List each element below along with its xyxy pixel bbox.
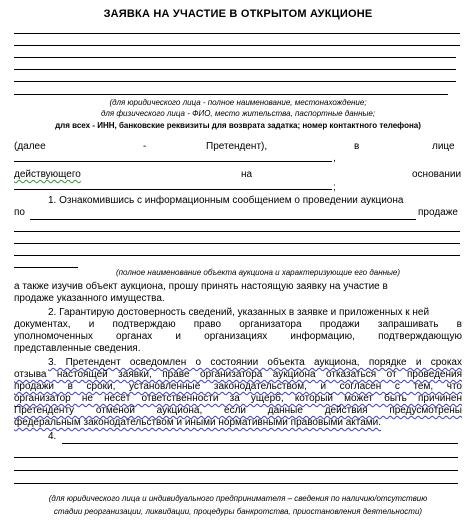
paragraph-2-line4: представленные сведения.	[14, 343, 141, 354]
blank-line-applicant-5	[14, 81, 456, 82]
object-note: (полное наименование объекта аукциона и характеризующие его данные)	[115, 268, 400, 277]
paragraph-3-line1: 3. Претендент осведомлен о состоянии объекта аукциона, порядке и сроках	[48, 357, 462, 368]
paragraph-1-line1: 1. Ознакомившись с информационным сообщением о проведении аукциона	[48, 195, 404, 206]
text-semicolon: ;	[333, 182, 336, 193]
blank-line-sale-2	[14, 231, 460, 232]
applicant-note-line2: для физического лица - ФИО, место жительства, паспортные данные;	[100, 109, 376, 118]
paragraph-3-line3: продажи в сроки, установленные законодательством, и согласен с тем, что	[14, 381, 462, 392]
text-na: на	[241, 169, 253, 180]
text-prodazhe: продаже	[418, 207, 458, 218]
blank-line-p4-4	[14, 483, 458, 484]
paragraph-1-cont-line1: а также изучив объект аукциона, прошу принять настоящую заявку на участие в	[14, 281, 388, 292]
blank-line-p4-3	[14, 470, 458, 471]
applicant-note-line1: (для юридического лица - полное наименование, местонахождение;	[109, 98, 367, 107]
text-dalee: (далее	[14, 141, 46, 152]
blank-line-applicant-1	[14, 33, 460, 34]
text-deistvuyushchego: действующего	[14, 169, 81, 180]
blank-line-p4-1	[62, 443, 458, 444]
blank-line-sale-4	[14, 255, 460, 256]
paragraph-3-line6: федеральным законодательством и иными нормативными правовыми актами.	[14, 417, 382, 428]
blank-line-basis	[14, 189, 332, 190]
footer-note-line1: (для юридического лица и индивидуального предпринимателя – сведения по наличию/отсутствию	[48, 494, 428, 503]
blank-line-sale-1	[30, 219, 416, 220]
blank-line-sale-3	[14, 243, 460, 244]
blank-line-representative	[14, 161, 332, 162]
form-title: ЗАЯВКА НА УЧАСТИЕ В ОТКРЫТОМ АУКЦИОНЕ	[103, 8, 373, 20]
blank-line-applicant-2	[14, 45, 460, 46]
text-dash: -	[143, 141, 147, 152]
blank-line-applicant-4	[14, 69, 456, 70]
applicant-note-line3: для всех - ИНН, банковские реквизиты для возврата задатка; номер контактного телефона)	[55, 121, 421, 130]
text-lice: лице	[432, 141, 455, 152]
paragraph-1-cont-line2: продаже указанного имущества.	[14, 293, 165, 304]
blank-line-applicant-6	[14, 94, 448, 95]
text-po: по	[14, 207, 25, 218]
text-comma: ,	[333, 153, 336, 164]
paragraph-3-line2: отзыва настоящей заявки, праве организатора аукциона отказаться от проведения	[14, 369, 462, 380]
paragraph-3-line5: Претенденту отменой аукциона, если данные действия предусмотрены	[14, 405, 462, 416]
text-v: в	[354, 141, 360, 152]
paragraph-2-line3: уполномоченных органах и организациях информацию, подтверждающую	[14, 331, 462, 342]
paragraph-2-line1: 2. Гарантирую достоверность сведений, указанных в заявке и приложенных к ней	[48, 307, 430, 318]
text-osnovanii: основании	[412, 169, 462, 180]
blank-line-p4-2	[14, 457, 458, 458]
paragraph-2-line2: документах, и подтверждаю право организатора продажи запрашивать в	[14, 319, 462, 330]
text-pretendent: Претендент),	[206, 141, 268, 152]
blank-line-applicant-3	[14, 57, 456, 58]
paragraph-4-number: 4.	[48, 431, 57, 442]
paragraph-3-line4: организатор не несёт ответственности за ущерб, который может быть причинен	[14, 393, 462, 404]
footer-note-line2: стадии реорганизации, ликвидации, процедуры банкротства, приостановления деятельности)	[53, 507, 423, 516]
